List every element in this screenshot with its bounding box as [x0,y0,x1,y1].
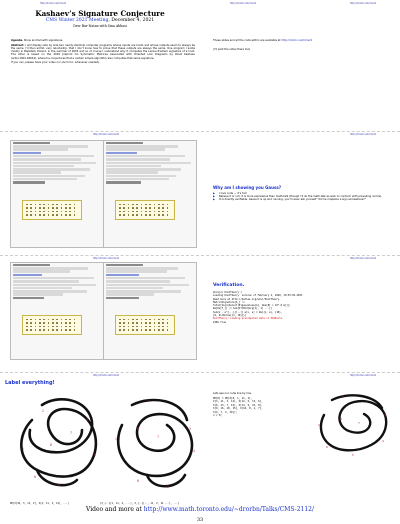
knot-code-line-3: X[6, 13, 7, 14], X[14, 9, 15, 8], [213,403,263,407]
matrix-entry [30,329,32,331]
matrix-entry [48,204,50,206]
matrix-entry [69,329,71,331]
row-divider-3 [0,372,400,373]
header-block [0,9,200,28]
svg-text:8: 8 [50,443,53,447]
matrix-entry [56,211,58,213]
matrix-entry [149,326,151,328]
matrix-entry [26,322,28,324]
matrix-entry [61,207,63,209]
verif-line-1: Once[<< KnotTheory`] [213,291,242,294]
matrix-entry [48,326,50,328]
svg-text:2: 2 [42,409,45,413]
row2-url-left[interactable]: http://drorbn.net/cms21 [93,257,120,260]
matrix-entry [119,211,121,213]
matrix-entry [128,211,130,213]
slides-note [213,39,393,51]
matrix-entry [69,319,71,321]
svg-text:1: 1 [22,447,25,451]
knot-code-line-6: n = 8; [213,414,223,418]
matrix-entry [52,329,54,331]
svg-text:6: 6 [326,445,328,449]
matrix-entry [132,214,134,216]
matrix-entry [26,329,28,331]
knot-diagram-middle [107,390,202,500]
matrix-entry [149,214,151,216]
matrix-entry [39,322,41,324]
matrix-entry [154,211,156,213]
matrix-entry [48,322,50,324]
matrix-entry [65,207,67,209]
matrix-entry [141,329,143,331]
matrix-entry [154,319,156,321]
matrix-entry [35,207,37,209]
matrix-entry [145,207,147,209]
verif-line-5: Total[Sign[Select[Eigenvalues[A], Abs[#] > 10^-6 &]]]; [213,304,291,308]
matrix-entry [65,319,67,321]
matrix-entry [162,214,164,216]
matrix-entry [123,211,125,213]
matrix-entry [48,319,50,321]
svg-text:1: 1 [318,423,320,427]
matrix-entry [162,211,164,213]
svg-text:4: 4 [94,453,97,457]
matrix-entry [132,319,134,321]
matrix-entry [39,319,41,321]
matrix-entry [141,204,143,206]
matrix-entry [26,319,28,321]
matrix-entry [136,204,138,206]
svg-text:5: 5 [58,483,61,487]
matrix-entry [74,214,76,216]
matrix-entry [61,204,63,206]
matrix-entry [35,322,37,324]
matrix-entry [65,211,67,213]
matrix-entry [48,211,50,213]
matrix-entry [162,319,164,321]
knot-code-line-4: X[9, 16, 10, 15], X[16, 8, 1, 7], [213,407,263,411]
matrix-entry [74,326,76,328]
svg-text:7: 7 [70,431,73,435]
matrix-entry [43,329,45,331]
matrix-entry [132,207,134,209]
matrix-entry [48,207,50,209]
matrix-entry [123,326,125,328]
matrix-entry [162,326,164,328]
matrix-entry [123,207,125,209]
matrix-entry [26,207,28,209]
row1-url-left[interactable]: http://drorbn.net/cms21 [93,133,120,136]
matrix-entry [128,322,130,324]
matrix-entry [56,329,58,331]
matrix-entry [56,204,58,206]
matrix-entry [136,214,138,216]
matrix-entry [35,211,37,213]
why-item-1: ▶ I love code — it’s fun! [213,192,395,195]
matrix-entry [136,207,138,209]
row1-url-right[interactable]: http://drorbn.net/cms21 [350,133,377,136]
svg-text:5: 5 [352,453,354,457]
svg-text:3: 3 [86,417,89,421]
matrix-entry [52,214,54,216]
matrix-entry [154,207,156,209]
matrix-entry [119,319,121,321]
svg-text:2: 2 [147,399,150,403]
matrix-entry [167,204,169,206]
why-section [213,185,395,202]
matrix-entry [61,322,63,324]
matrix-entry [26,326,28,328]
svg-text:3: 3 [384,413,386,417]
matrix-entry [132,322,134,324]
matrix-entry [119,207,121,209]
verif-line-3: Read more at http://katlas.org/wiki/KnotTheory. [213,297,281,301]
matrix-entry [167,329,169,331]
matrix-entry [162,322,164,324]
matrix-entry [167,214,169,216]
matrix-entry [119,322,121,324]
event-link[interactable]: CMS Winter 2021 Meeting [45,18,109,23]
matrix-entry [39,214,41,216]
verif-line-9: KnotTheory: Loading precomputed data in PD4Knots. [213,317,284,321]
matrix-entry [30,214,32,216]
matrix-entry [39,207,41,209]
footer-link[interactable]: http://www.math.toronto.edu/~drorbn/Talks/CMS-2112/ [143,506,314,513]
matrix-entry [158,326,160,328]
notebook-window-left-2 [10,262,104,360]
verification-heading: Verification. [213,283,245,288]
matrix-entry [65,214,67,216]
matrix-entry [154,322,156,324]
knot-code-line-5: X[4, 7, 4, 10]]; [213,410,238,414]
matrix-entry [149,329,151,331]
matrix-entry [123,214,125,216]
matrix-entry [69,211,71,213]
agenda-text: Show and tell with signatures. [23,39,64,42]
matrix-entry [167,326,169,328]
matrix-entry [123,204,125,206]
knot-code-line-1: PD[K] = PD[X[8, 1, 11, 2], [213,396,253,400]
svg-text:4: 4 [193,449,196,453]
matrix-entry [26,214,28,216]
corner-url-top-left[interactable]: http://drorbn.net/cms21 [40,2,67,5]
matrix-entry [35,319,37,321]
matrix-entry [132,211,134,213]
matrix-entry [158,329,160,331]
matrix-entry [145,322,147,324]
matrix-entry [69,214,71,216]
page-title: Kashaev’s Signature Conjecture [35,9,165,18]
row2-url-right[interactable]: http://drorbn.net/cms21 [350,257,377,260]
matrix-entry [167,322,169,324]
matrix-entry [141,322,143,324]
matrix-entry [145,329,147,331]
matrix-entry [74,319,76,321]
abstract-label: Abstract. [11,43,25,47]
matrix-entry [35,214,37,216]
matrix-entry [61,214,63,216]
verif-line-6: Ws[Ds[T_]] := Sum[If[Mod[Arg[z], 1] ...]] [213,307,273,311]
matrix-entry [61,326,63,328]
why-item-2: ▶ Believe it or not, it is more expressive than math-talk (though I’ll do the math-talk as well, to conform with prevailing norms). [213,195,395,198]
matrix-entry [65,326,67,328]
matrix-entry [141,214,143,216]
matrix-entry [145,214,147,216]
matrix-entry [141,211,143,213]
matrix-entry [136,319,138,321]
notebook-window-right-2 [103,262,197,360]
matrix-entry [48,214,50,216]
matrix-entry [39,329,41,331]
matrix-entry [56,319,58,321]
matrix-entry [52,204,54,206]
matrix-entry [158,204,160,206]
matrix-entry [30,322,32,324]
matrix-entry [65,329,67,331]
matrix-entry [69,322,71,324]
knot-code-intro: Lets see our code line by line. [213,392,252,395]
matrix-entry [154,329,156,331]
agenda-block [11,39,195,65]
matrix-entry [65,204,67,206]
matrix-entry [162,207,164,209]
verif-line-10: 2466 True [213,320,226,324]
notebook-window-left-1 [10,140,104,248]
slides-note-link[interactable]: http://drorbn.net/cms21 [281,39,313,42]
subtitle: Dror Bar-Natan with Sina Abbasi [73,24,127,28]
label-heading: Label everything! [5,380,55,386]
svg-text:7: 7 [358,421,360,425]
matrix-entry [158,319,160,321]
matrix-entry [141,319,143,321]
row3-url-left[interactable]: http://drorbn.net/cms21 [93,374,120,377]
svg-text:8: 8 [340,417,342,421]
matrix-entry [136,329,138,331]
matrix-entry [149,211,151,213]
footer-text: Video and more at [86,506,144,513]
matrix-entry [149,319,151,321]
matrix-entry [149,207,151,209]
svg-text:5: 5 [167,485,170,489]
matrix-entry [149,322,151,324]
why-heading: Why am I showing you Gauss? [213,185,282,190]
matrix-entry [132,204,134,206]
matrix-entry [145,319,147,321]
pd-line-a: PD[X[10, 3, 11, 2], X[2, 11, 3, 12], ...] [10,502,70,505]
matrix-entry [74,211,76,213]
verif-line-4: MatrixSignature[A_] := [213,300,245,304]
matrix-entry [74,329,76,331]
page-number: 33 [196,517,204,523]
verification-section [213,283,395,324]
corner-url-top-mid[interactable]: http://drorbn.net/cms21 [230,2,257,5]
matrix-output-left-1 [22,200,82,220]
matrix-entry [56,214,58,216]
matrix-entry [119,326,121,328]
verif-line-2: Loading KnotTheory` version of February 2, 2020, 10:53:45.2947. [213,294,304,298]
matrix-entry [26,211,28,213]
matrix-entry [74,322,76,324]
matrix-entry [30,326,32,328]
agenda-label: Agenda. [11,39,24,42]
matrix-entry [167,211,169,213]
matrix-entry [123,329,125,331]
matrix-entry [136,326,138,328]
matrix-entry [119,329,121,331]
knot-code-block [213,392,313,418]
matrix-entry [35,326,37,328]
slides-note-text: These slides and all the code within are available at [213,39,282,42]
svg-text:2: 2 [342,395,344,399]
matrix-entry [158,211,160,213]
matrix-entry [154,326,156,328]
matrix-entry [48,329,50,331]
event-date: , December 4, 2021 [108,18,155,23]
matrix-output-left-2 [22,315,82,335]
matrix-entry [39,211,41,213]
matrix-entry [52,319,54,321]
matrix-entry [128,329,130,331]
matrix-entry [136,322,138,324]
matrix-entry [56,322,58,324]
svg-text:4: 4 [382,439,384,443]
matrix-output-right-1 [115,200,175,220]
matrix-entry [43,211,45,213]
why-item-3: ▶ It is directly verifiable. Gauss it is up and running, you’ll never ask yourself “did he misplace a sign somewhere?” [213,198,395,201]
matrix-entry [154,204,156,206]
knot-code-line-2: X[3, 11, 3, 12], X[12, 5, 13, 6], [213,400,263,404]
footer [0,506,400,513]
matrix-entry [158,214,160,216]
matrix-entry [69,204,71,206]
matrix-entry [74,207,76,209]
matrix-entry [74,204,76,206]
matrix-entry [30,204,32,206]
matrix-entry [52,207,54,209]
matrix-entry [162,204,164,206]
matrix-entry [128,319,130,321]
svg-text:7: 7 [157,435,160,439]
matrix-entry [128,326,130,328]
matrix-entry [43,319,45,321]
matrix-entry [30,207,32,209]
matrix-entry [128,207,130,209]
matrix-entry [61,329,63,331]
matrix-entry [39,326,41,328]
matrix-entry [145,326,147,328]
row-divider-1 [0,131,400,132]
matrix-entry [43,322,45,324]
knot-diagram-right [312,390,396,460]
matrix-entry [154,214,156,216]
row-divider-2 [0,255,400,256]
matrix-entry [30,319,32,321]
matrix-entry [26,204,28,206]
matrix-entry [132,326,134,328]
matrix-entry [141,207,143,209]
matrix-entry [145,204,147,206]
matrix-entry [119,214,121,216]
matrix-entry [132,329,134,331]
pd-line-b: [X_{..}[1, 11, 2, ...], X_{..}[.., 11, 2, 12 ...], ...] [100,502,180,505]
matrix-entry [136,211,138,213]
matrix-entry [61,319,63,321]
svg-text:1: 1 [115,437,118,441]
matrix-entry [158,207,160,209]
matrix-entry [65,322,67,324]
matrix-entry [43,207,45,209]
svg-text:6: 6 [137,479,140,483]
matrix-entry [128,214,130,216]
matrix-entry [145,211,147,213]
matrix-output-right-2 [115,315,175,335]
matrix-entry [43,204,45,206]
abstract-text: I will display side by side two nearly-identical computer programs whose inputs are knots and whose outputs seem to always be the same. I’ll then admit, very reluctantly, that I don’t know how to prove that these outputs are always the same. One program I wrote mostly in Bielefeld, Poland, in the summer of 2003 and so of course I understand why it computes the Levine-Tristram signature of a knot. The other is based on the 2018 preprint On Symmetric Matrices Associated with Oriented Link Diagrams by Rinat Kashaev (arXiv:1801.04632), where he conjectures that a certain simple algorithm also computes that same signature. [11,43,195,60]
matrix-entry [35,204,37,206]
matrix-entry [56,207,58,209]
matrix-entry [52,326,54,328]
matrix-entry [123,322,125,324]
svg-text:8: 8 [137,427,140,431]
matrix-entry [141,326,143,328]
matrix-entry [167,319,169,321]
matrix-entry [43,214,45,216]
row3-url-right[interactable]: http://drorbn.net/cms21 [350,374,377,377]
matrix-entry [167,207,169,209]
matrix-entry [123,319,125,321]
corner-url-top-right[interactable]: http://drorbn.net/cms21 [350,2,377,5]
slides-note-post: (I’ll post the video there too) [213,48,251,52]
matrix-entry [30,211,32,213]
matrix-entry [61,211,63,213]
matrix-entry [52,322,54,324]
matrix-entry [35,329,37,331]
abstract-closing: If you can, please have your video on! (And mic, whenever needed). [11,61,100,65]
matrix-entry [43,326,45,328]
verif-line-7: Sum[x - e^{...}[[..]] w[x, s] = Ws[{x, s}, {10}, [213,310,283,314]
matrix-entry [52,211,54,213]
matrix-entry [158,322,160,324]
matrix-entry [39,204,41,206]
matrix-entry [128,204,130,206]
svg-text:3: 3 [189,427,192,431]
svg-text:6: 6 [34,475,37,479]
matrix-entry [119,204,121,206]
matrix-entry [69,326,71,328]
knot-diagram-left [12,390,107,500]
matrix-entry [149,204,151,206]
notebook-window-right-1 [103,140,197,248]
verif-line-8: {9, AllKnots[{3, 10}]}] [213,314,247,318]
matrix-entry [56,326,58,328]
matrix-entry [69,207,71,209]
matrix-entry [162,329,164,331]
